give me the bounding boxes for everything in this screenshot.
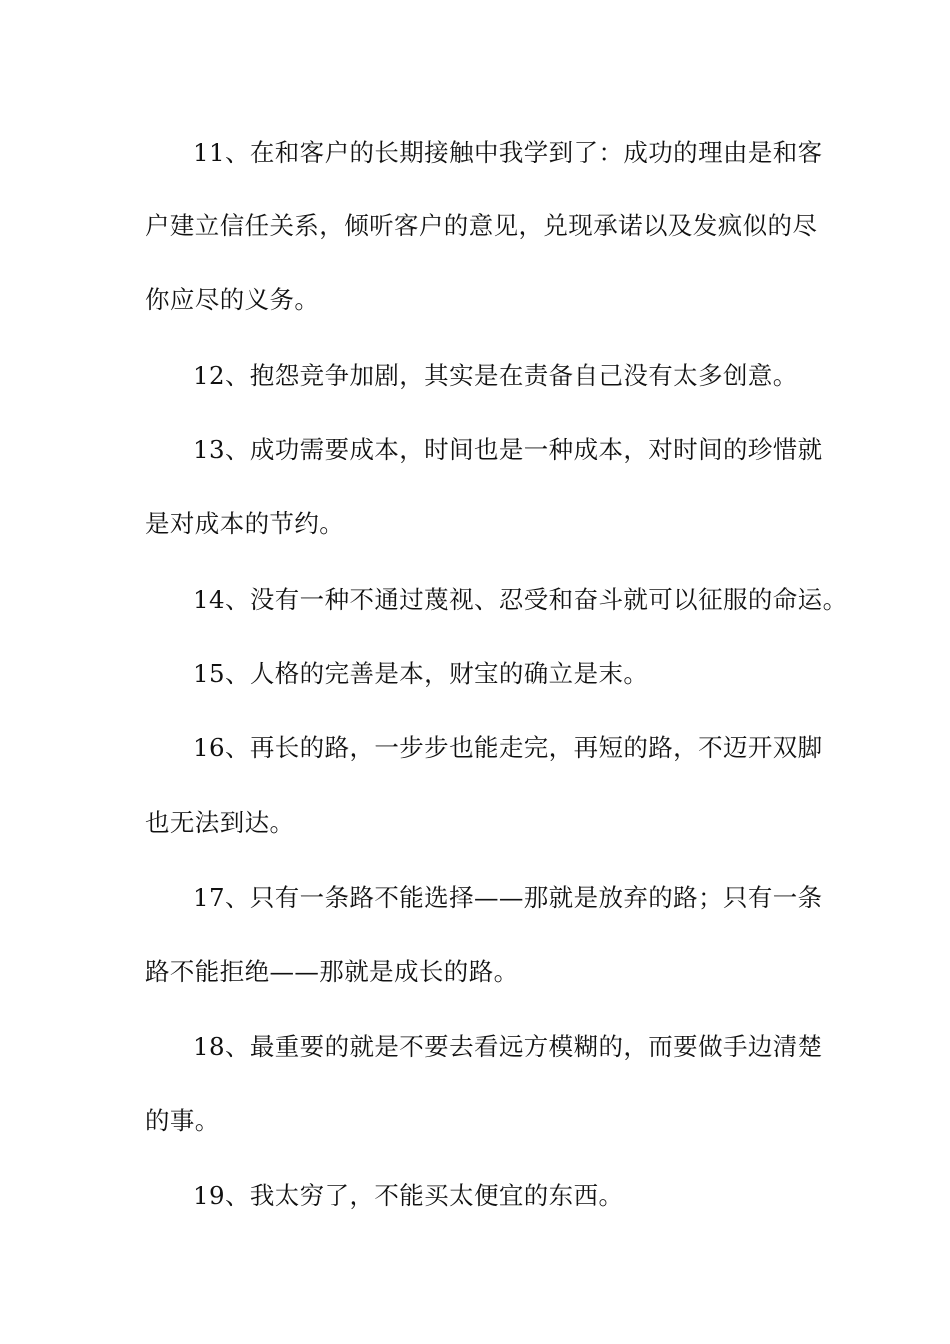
text-line: 16、再长的路，一步步也能走完，再短的路，不迈开双脚 [193, 733, 823, 762]
text-line: 19、我太穷了，不能买太便宜的东西。 [193, 1181, 624, 1210]
text-line: 户建立信任关系，倾听客户的意见，兑现承诺以及发疯似的尽 [145, 211, 818, 240]
text-line: 11、在和客户的长期接触中我学到了：成功的理由是和客 [193, 138, 823, 167]
text-line: 14、没有一种不通过蔑视、忍受和奋斗就可以征服的命运。 [193, 585, 848, 614]
text-line: 12、抱怨竞争加剧，其实是在责备自己没有太多创意。 [193, 361, 798, 390]
text-line: 18、最重要的就是不要去看远方模糊的，而要做手边清楚 [193, 1032, 823, 1061]
text-line: 13、成功需要成本，时间也是一种成本，对时间的珍惜就 [193, 435, 823, 464]
text-line: 17、只有一条路不能选择——那就是放弃的路；只有一条 [193, 883, 823, 912]
text-line: 也无法到达。 [145, 808, 295, 837]
text-line: 是对成本的节约。 [145, 509, 345, 538]
text-line: 你应尽的义务。 [145, 285, 320, 314]
text-line: 路不能拒绝——那就是成长的路。 [145, 957, 519, 986]
text-line: 15、人格的完善是本，财宝的确立是末。 [193, 659, 649, 688]
text-line: 的事。 [145, 1106, 220, 1135]
